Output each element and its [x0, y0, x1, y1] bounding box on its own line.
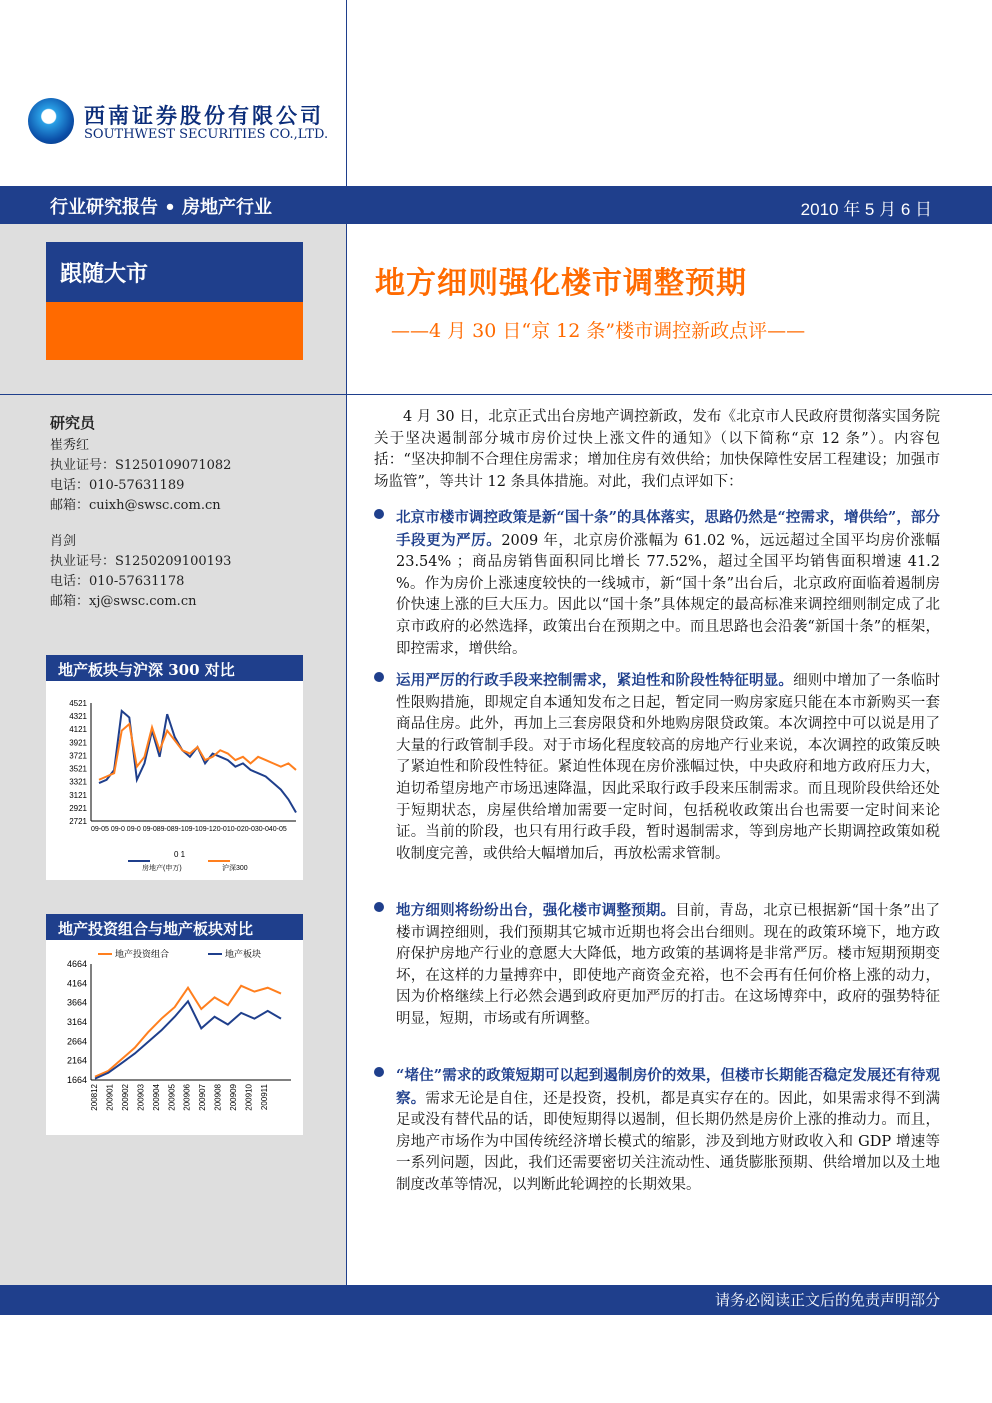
- point-text: 2009 年，北京房价涨幅为 61.02 %，远远超过全国平均房价涨幅 23.54% ；商品房销售面积同比增长 77.52%，超过全国平均销售面积增速 41.2 %。作为房价上涨速度较快的一线城市，新“国十条”出台后，北京政府面临着遏制房价快速上涨的巨大压力。因此以“国十条”具体规定的最高标准来调控细则制定成了北京市政府的必然选择，政策出台在预期之中。而且思路也会沿袭“新国十条”的框架，即控需求，增供给。: [396, 532, 941, 657]
- analyst-name: 崔秀红: [50, 438, 90, 453]
- rating-accent-block: [46, 302, 303, 360]
- chart2-y-tick-label: 4164: [66, 978, 87, 989]
- point-lead: 运用严厉的行政手段来控制需求，紧迫性和阶段性特征明显。: [396, 672, 794, 689]
- bullet-icon: [374, 672, 384, 682]
- chart2-x-tick-label: 200911: [260, 1084, 269, 1111]
- chart2-legend-label: 地产板块: [225, 949, 262, 959]
- chart1-y-tick-label: 3521: [69, 764, 87, 774]
- point-2: [396, 670, 940, 865]
- point-lead: 地方细则将纷纷出台，强化楼市调整预期。: [396, 902, 676, 919]
- point-text: 细则中增加了一条临时性限购措施，即规定自本通知发布之日起，暂定同一购房家庭只能在本市新购买一套商品住房。此外，再加上三套房限贷和外地购房限贷政策。本次调控中可以说是用了大量的行政管制手段。对于市场化程度较高的房地产行业来说，本次调控的政策反映了紧迫性和阶段性特征。紧迫性体现在房价涨幅过快，中央政府和地方政府压力大，迫切希望房地产市场迅速降温，因此采取行政手段来压制需求。而且现阶段供给还处于短期状态，房屋供给增加需要一定时间，包括税收政策出台也需要一定时间来论证。当前的阶段，也只有用行政手段，暂时遏制需求，等到房地产长期调控政策如税收制度完善，或供给大幅增加后，再放松需求管制。: [396, 673, 940, 862]
- page-subtitle: ——4 月 30 日“京 12 条”楼市调控新政点评——: [391, 320, 806, 342]
- analyst-cert: 执业证号：S1250109071082: [50, 458, 232, 473]
- chart2-series-line: [95, 1001, 281, 1078]
- chart2-y-tick-label: 4664: [66, 959, 87, 969]
- chart1-legend-numbers: 0 1: [174, 850, 186, 859]
- intro-paragraph: [374, 407, 940, 493]
- bullet-icon: [374, 509, 384, 519]
- chart2-x-tick-label: 200907: [198, 1084, 208, 1111]
- point-text: 需求无论是自住，还是投资，投机，都是真实存在的。因此，如果需求得不到满足或没有替代品的话，即使短期得以遏制，但长期仍然是房价上涨的推动力。而且，房地产市场作为中国传统经济增长模式的缩影，涉及到地方财政收入和 GDP 增速等一系列问题，因此，我们还需要密切关注流动性、通货膨胀预期、供给增加以及土地制度改革等情况，以判断此轮调控的长期效果。: [396, 1090, 941, 1193]
- chart1-x-tick-label: 09-05 09-0 09-0 09-089-089-109-109-120-010-020-030-040-05: [91, 826, 287, 833]
- chart2-container: [46, 940, 303, 1135]
- chart1-y-tick-label: 4521: [69, 699, 87, 708]
- report-date: 2010 年 5 月 6 日: [800, 200, 932, 219]
- chart1-y-tick-label: 4321: [69, 712, 87, 722]
- point-lead: “堵住”需求的政策短期可以起到遏制房价的效果，但楼市长期能否稳定发展还有待观察。: [396, 1067, 940, 1107]
- chart1-y-tick-label: 3121: [69, 790, 87, 800]
- chart1-legend-label: 房地产(申万): [142, 865, 182, 872]
- analyst-cert: 执业证号：S1250209100193: [50, 554, 232, 569]
- header-divider: [0, 394, 992, 395]
- chart1-container: [46, 681, 303, 880]
- analyst-name: 肖剑: [50, 534, 77, 549]
- point-text: 目前，青岛，北京已根据新“国十条”出了楼市调控细则，我们预期其它城市近期也将会出台细则。现在的政策环境下，地方政府保护房地产行业的意愿大大降低，地方政策的基调将是非常严厉。楼市短期预期变坏，在这样的力量搏弈中，即使地产商资金充裕，也不会再有任何价格上涨的动力，因为价格继续上行必然会遇到政府更加严厉的打击。在这场博弈中，政府的强势特征明显，短期，市场或有所调整。: [396, 903, 941, 1027]
- chart2-y-tick-label: 3164: [66, 1017, 87, 1027]
- analyst-email: 邮箱：xj@swsc.com.cn: [50, 594, 197, 609]
- analyst-phone: 电话：010-57631178: [50, 574, 185, 589]
- rating-label: 跟随大市: [60, 261, 149, 287]
- chart2-heading-band: [46, 914, 303, 940]
- point-1: [396, 507, 940, 660]
- chart2-y-tick-label: 2664: [66, 1036, 87, 1047]
- report-type: 行业研究报告 • 房地产行业: [50, 197, 273, 218]
- chart2-x-tick-label: 200908: [213, 1084, 223, 1111]
- company-name-en: SOUTHWEST SECURITIES CO.,LTD.: [84, 127, 329, 142]
- analyst-section-label: 研究员: [50, 414, 96, 432]
- chart2-legend-label: 地产投资组合: [115, 949, 170, 959]
- point-lead: 北京市楼市调控政策是新“国十条”的具体落实，思路仍然是“控需求，增供给”，部分手段更为严厉。: [396, 509, 940, 549]
- chart1-y-tick-label: 3921: [69, 738, 87, 748]
- company-name-cn: 西南证券股份有限公司: [84, 103, 324, 128]
- logo-area: [0, 0, 346, 186]
- chart1-svg: [46, 681, 303, 880]
- chart2-x-tick-label: 200909: [229, 1084, 239, 1111]
- chart2-y-tick-label: 2164: [66, 1055, 87, 1066]
- point-4: [396, 1065, 940, 1197]
- page-title: 地方细则强化楼市调整预期: [375, 266, 747, 301]
- bullet-icon: [374, 1067, 384, 1077]
- intro-text: 4 月 30 日，北京正式出台房地产调控新政，发布《北京市人民政府贯彻落实国务院关于坚决遏制部分城市房价过快上涨文件的通知》（以下简称“京 12 条”）。内容包括：“坚决抑制不合理住房需求；增加住房有效供给；加快保障性安居工程建设；加强市场监管”，等共计 12 条具体措施。对此，我们点评如下：: [374, 409, 940, 490]
- chart1-y-tick-label: 4121: [69, 725, 87, 735]
- chart1-series-line: [99, 724, 296, 780]
- chart2-x-tick-label: 200906: [182, 1084, 192, 1111]
- chart2-x-tick-label: 200902: [120, 1084, 130, 1111]
- chart2-x-tick-label: 200903: [136, 1084, 146, 1111]
- chart1-legend-label: 沪深300: [222, 865, 248, 872]
- chart2-y-tick-label: 3664: [66, 997, 87, 1008]
- bullet-icon: [374, 902, 384, 912]
- chart2-x-tick-label: 200812: [90, 1084, 99, 1111]
- chart2-heading: 地产投资组合与地产板块对比: [58, 920, 254, 938]
- chart1-y-tick-label: 2721: [69, 817, 87, 826]
- analyst-phone: 电话：010-57631189: [50, 478, 185, 493]
- analyst-email: 邮箱：cuixh@swsc.com.cn: [50, 498, 221, 513]
- chart2-x-tick-label: 200904: [151, 1084, 161, 1111]
- disclaimer-link[interactable]: 请务必阅读正文后的免责声明部分: [714, 1291, 940, 1309]
- chart1-y-tick-label: 2921: [69, 803, 87, 813]
- chart2-x-tick-label: 200901: [105, 1084, 115, 1111]
- chart2-y-tick-label: 1664: [66, 1075, 87, 1085]
- chart1-y-tick-label: 3721: [69, 751, 87, 761]
- chart2-svg: [46, 940, 303, 1135]
- chart1-series-line: [99, 711, 296, 813]
- chart1-y-tick-label: 3321: [69, 777, 87, 787]
- company-logo-icon: [28, 98, 74, 144]
- point-3: [396, 900, 940, 1031]
- chart2-x-tick-label: 200910: [244, 1084, 254, 1111]
- chart1-heading-band: [46, 655, 303, 681]
- chart1-heading: 地产板块与沪深 300 对比: [58, 661, 235, 679]
- chart2-x-tick-label: 200905: [167, 1084, 177, 1111]
